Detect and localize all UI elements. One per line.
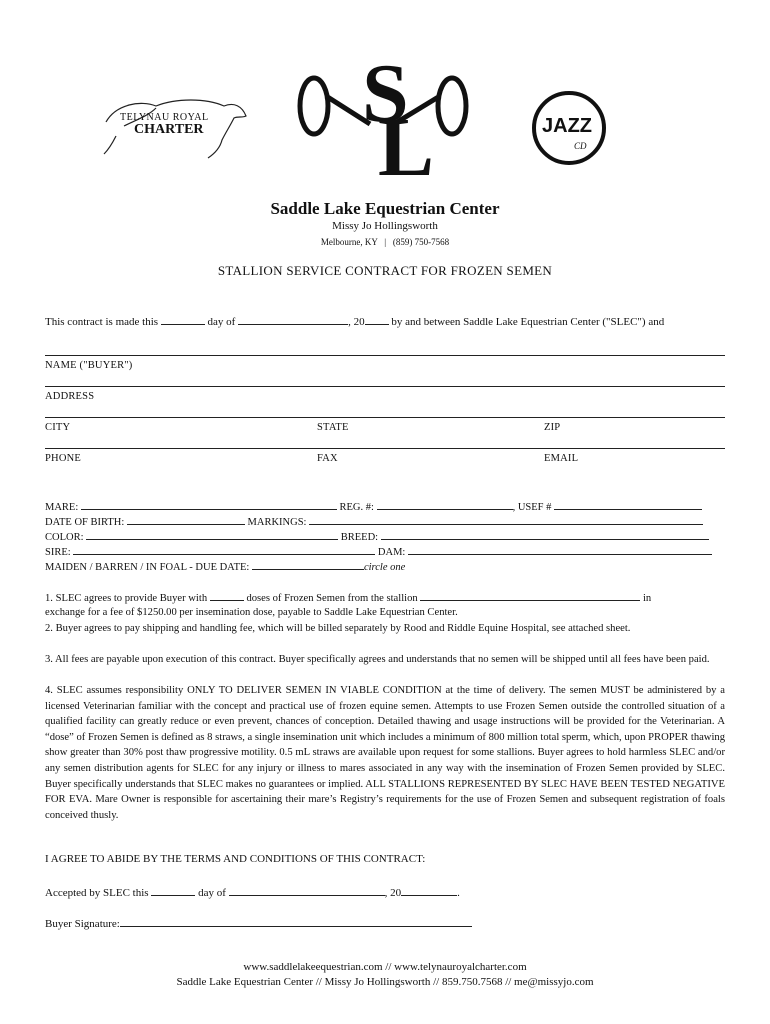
signature-label: Buyer Signature: [45, 918, 120, 930]
slec-monogram-logo [290, 47, 475, 194]
jazz-text: JAZZ [542, 115, 592, 137]
reg-label: REG. #: [339, 502, 374, 513]
state-label: STATE [317, 422, 349, 433]
name-label: NAME ("BUYER") [45, 360, 133, 371]
doses-blank[interactable] [210, 589, 244, 601]
accepted-text-4: . [457, 887, 460, 899]
status-label: MAIDEN / BARREN / IN FOAL - DUE DATE: [45, 562, 250, 573]
email-label: EMAIL [544, 453, 579, 464]
accepted-day-blank[interactable] [151, 884, 195, 896]
accepted-line [45, 884, 460, 899]
dam-blank[interactable] [408, 543, 712, 555]
signature-line [45, 915, 472, 930]
city-label: CITY [45, 422, 71, 433]
color-label: COLOR: [45, 532, 84, 543]
zip-label: ZIP [544, 422, 561, 433]
intro-line [45, 313, 664, 328]
sire-blank[interactable] [73, 543, 375, 555]
sire-label: SIRE: [45, 547, 71, 558]
accepted-text-3: , 20 [384, 887, 402, 899]
breed-label: BREED: [340, 532, 379, 543]
term-3: 3. All fees are payable upon execution of this contract. Buyer specifically agrees and understands that no semen will be shipped until all fees have been paid. [45, 654, 710, 665]
stallion-blank[interactable] [420, 589, 640, 601]
due-date-blank[interactable] [252, 558, 364, 570]
intro-text-1: This contract is made this [45, 316, 159, 328]
jazz-cd-logo [532, 91, 606, 165]
contact-line [0, 237, 770, 247]
term-1-text-a: 1. SLEC agrees to provide Buyer with [45, 593, 208, 604]
accepted-month-blank[interactable] [229, 884, 385, 896]
company-name: Saddle Lake Equestrian Center [270, 199, 500, 218]
name-field-line[interactable] [45, 355, 725, 356]
fax-label: FAX [317, 453, 338, 464]
jazz-sub: CD [574, 141, 587, 151]
accepted-text-1: Accepted by SLEC this [45, 887, 149, 899]
usef-blank[interactable] [554, 498, 702, 510]
color-blank[interactable] [86, 528, 338, 540]
address-field-line[interactable] [45, 386, 725, 387]
accepted-text-2: day of [198, 887, 226, 899]
intro-month-blank[interactable] [238, 313, 348, 325]
intro-text-3: , 20 [348, 316, 365, 328]
accepted-year-blank[interactable] [401, 884, 457, 896]
dam-label: DAM: [377, 547, 406, 558]
sire-row [45, 543, 712, 558]
circle-one-note: circle one [363, 562, 406, 573]
term-4: 4. SLEC assumes responsibility ONLY TO DELIVER SEMEN IN VIABLE CONDITION at the time of delivery. The semen MUST be administered by a licensed Veterinarian familiar with the concept and practical use of frozen equine semen. Attempts to use Frozen Semen outside the controlled situation of a qualified facility can greatly reduce or even prevent, chances of conception. Detailed thawing and usage instructions will be provided for the Veterinarian. A “dose” of Frozen Semen is defined as 8 straws, a single insemination unit which includes a minimum of 800 million total sperm, which, upon PROPER thawing show greater than 30% post thaw progressive motility. 0.5 mL straws are available upon request for some stallions. Buyer agrees to hold harmless SLEC and/or any semen distribution agents for SLEC for any injury or illness to mares associated in any way with the insemination of Frozen Semen provided by SLEC. Buyer specifically understands that SLEC makes no guarantees or implied. ALL STALLIONS REPRESENTED BY SLEC HAVE BEEN TESTED NEGATIVE FOR EVA. Mare Owner is responsible for ascertaining their mare’s Registry’s requirements for the use of Frozen Semen and subsequent registration of foals conceived thusly. [45, 685, 725, 821]
agreement-statement: I AGREE TO ABIDE BY THE TERMS AND CONDITIONS OF THIS CONTRACT: [45, 853, 426, 865]
status-row [45, 558, 405, 573]
city-state-zip-line[interactable] [45, 417, 725, 418]
term-1-line1 [45, 589, 725, 607]
intro-text-2: day of [207, 316, 236, 328]
intro-text-4: by and between Saddle Lake Equestrian Center ("SLEC") and [391, 316, 665, 328]
markings-label: MARKINGS: [247, 517, 307, 528]
contact-city: Melbourne, KY [320, 237, 378, 247]
logo-line1: TELYNAU ROYAL [120, 112, 209, 123]
telynau-royal-charter-logo [96, 92, 256, 162]
address-label: ADDRESS [45, 391, 95, 402]
mare-label: MARE: [45, 502, 79, 513]
dob-row [45, 513, 703, 528]
monogram-l: L [378, 101, 435, 194]
term-1-text-c: in [642, 593, 652, 604]
contact-separator: | [384, 237, 387, 247]
mare-row [45, 498, 702, 513]
phone-label: PHONE [45, 453, 82, 464]
mare-blank[interactable] [81, 498, 337, 510]
contact-phone: (859) 750-7568 [392, 237, 450, 247]
signature-blank[interactable] [120, 915, 472, 927]
term-1-line2: exchange for a fee of $1250.00 per insemination dose, payable to Saddle Lake Equestrian Center. [45, 607, 458, 618]
dob-blank[interactable] [127, 513, 245, 525]
intro-day-blank[interactable] [161, 313, 205, 325]
markings-blank[interactable] [309, 513, 703, 525]
phone-fax-email-line[interactable] [45, 448, 725, 449]
reg-blank[interactable] [377, 498, 513, 510]
color-row [45, 528, 709, 543]
breed-blank[interactable] [381, 528, 709, 540]
logo-line2: CHARTER [134, 122, 204, 137]
owner-name: Missy Jo Hollingsworth [332, 220, 438, 232]
footer-websites: www.saddlelakeequestrian.com // www.telynauroyalcharter.com [243, 961, 527, 973]
term-2: 2. Buyer agrees to pay shipping and handling fee, which will be billed separately by Rood and Riddle Equine Hospital, see attached sheet. [45, 623, 631, 634]
contract-title: STALLION SERVICE CONTRACT FOR FROZEN SEMEN [217, 263, 553, 278]
dob-label: DATE OF BIRTH: [45, 517, 125, 528]
usef-label: , USEF # [512, 502, 552, 513]
monogram-s: S [362, 47, 409, 140]
term-1-text-b: doses of Frozen Semen from the stallion [246, 593, 418, 604]
footer-contact: Saddle Lake Equestrian Center // Missy Jo Hollingsworth // 859.750.7568 // me@missyjo.com [176, 976, 594, 988]
intro-year-blank[interactable] [365, 313, 389, 325]
